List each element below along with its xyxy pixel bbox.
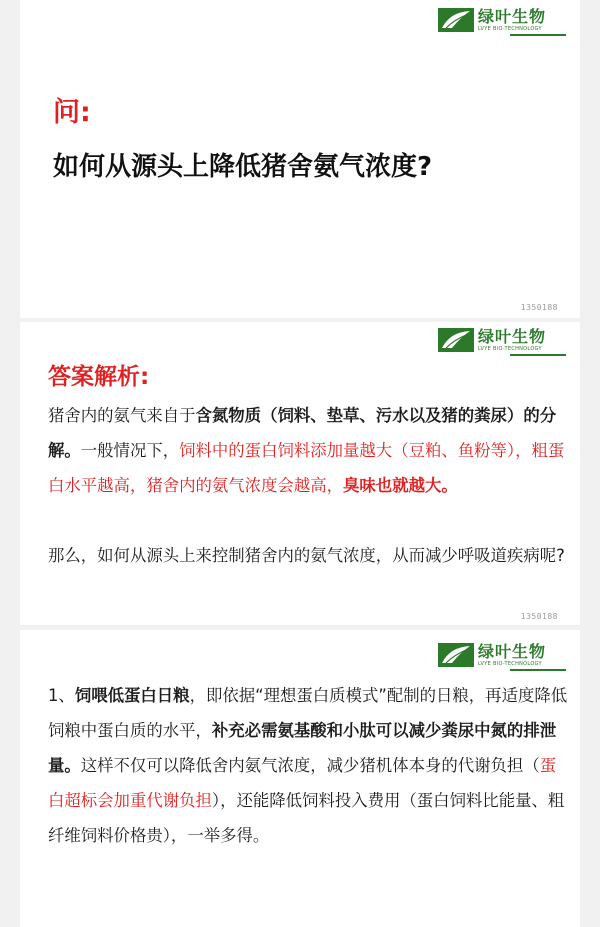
leaf-logo-icon xyxy=(438,643,474,667)
point1-seg: ，即依据“理想蛋白质模式”配制的日粮，再适度降低饲粮中蛋白质的水平， xyxy=(48,686,568,740)
logo-name-en: LVYE BIO-TECHNOLOGY xyxy=(477,25,542,32)
brand-logo xyxy=(438,327,546,353)
point1-seg: 1、 xyxy=(48,686,75,705)
point-1-paragraph xyxy=(48,678,568,853)
point1-seg: 饲喂低蛋白日粮 xyxy=(74,686,190,705)
watermark: 1350188 xyxy=(520,612,558,621)
logo-divider xyxy=(510,669,566,671)
leaf-logo-icon xyxy=(438,8,474,32)
question-card xyxy=(20,0,580,318)
point1-seg: 这样不仅可以降低舍内氨气浓度，减少猪机体本身的代谢负担（ xyxy=(80,756,540,775)
logo-divider xyxy=(510,34,566,36)
logo-name-cn: 绿叶生物 xyxy=(477,6,546,26)
logo-name-cn: 绿叶生物 xyxy=(477,326,546,346)
answer-paragraph-2: 那么，如何从源头上来控制猪舍内的氨气浓度，从而减少呼吸道疾病呢? xyxy=(48,546,565,565)
logo-name-en: LVYE BIO-TECHNOLOGY xyxy=(477,660,542,667)
answer-p1-seg: 臭味也就越大。 xyxy=(343,476,458,495)
point1-seg: 补充必需氨基酸和小肽可以减少粪尿中氮的排泄量。 xyxy=(48,721,557,775)
point1-seg: ），还能降低饲料投入费用（蛋白饲料比能量、粗纤维饲料价格贵），一举多得。 xyxy=(48,791,565,845)
leaf-logo-icon xyxy=(438,328,474,352)
question-label: 问: xyxy=(53,97,91,128)
logo-name-en: LVYE BIO-TECHNOLOGY xyxy=(477,345,542,352)
answer-card xyxy=(20,322,580,625)
logo-name-cn: 绿叶生物 xyxy=(477,641,546,661)
point-card xyxy=(20,630,580,927)
answer-paragraph-1 xyxy=(48,398,568,503)
watermark: 1350188 xyxy=(520,303,558,312)
logo-divider xyxy=(510,354,566,356)
answer-p1-seg: 饲料中的蛋白饲料添加量越大（豆粕、鱼粉等），粗蛋白水平越高，猪舍内的氨气浓度会越高， xyxy=(48,441,565,495)
answer-p1-seg: 一般情况下， xyxy=(80,441,180,460)
answer-p1-seg: 猪舍内的氨气来自于 xyxy=(48,406,196,425)
answer-title: 答案解析: xyxy=(48,364,150,390)
question-text: 如何从源头上降低猪舍氨气浓度? xyxy=(53,152,433,182)
brand-logo xyxy=(438,642,546,668)
point1-seg: 蛋白超标会加重代谢负担 xyxy=(48,756,557,810)
brand-logo xyxy=(438,7,546,33)
answer-p1-seg: 含氮物质（饲料、垫草、污水以及猪的粪尿）的分解。 xyxy=(48,406,557,460)
